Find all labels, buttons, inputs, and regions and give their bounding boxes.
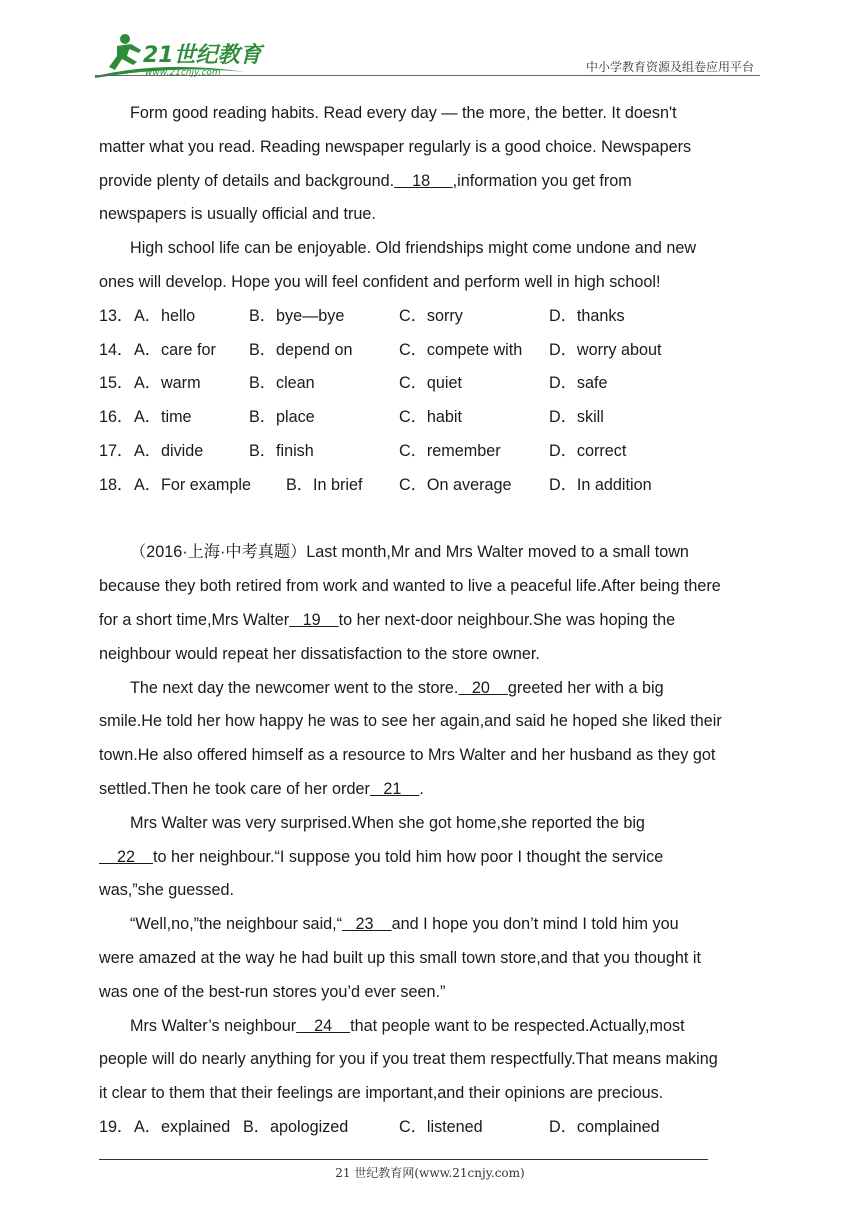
passage2-line-13: were amazed at the way he had built up this small town store,and that you thought it	[99, 948, 701, 967]
blank-23: 23	[342, 915, 392, 934]
option-d[interactable]: D．complained	[549, 1117, 660, 1136]
option-d[interactable]: D．correct	[549, 441, 627, 460]
blank-19: 19	[289, 610, 339, 629]
option-a[interactable]: A．care for	[134, 340, 216, 359]
site-logo[interactable]	[95, 32, 270, 80]
question-number: 14．	[99, 340, 134, 359]
option-d[interactable]: D．worry about	[549, 340, 662, 359]
passage1-line-6: ones will develop. Hope you will feel confident and perform well in high school!	[99, 272, 661, 291]
header-divider	[95, 75, 760, 76]
option-a[interactable]: A．explained	[134, 1117, 231, 1136]
passage1-line-1: Form good reading habits. Read every day — the more, the better. It doesn't	[130, 104, 677, 122]
platform-title: 中小学教育资源及组卷应用平台	[585, 60, 754, 74]
passage1-line-5: High school life can be enjoyable. Old friendships might come undone and new	[130, 239, 697, 258]
passage2-line-5: The next day the newcomer went to the store. 20 greeted her with a big	[130, 678, 664, 697]
option-b[interactable]: B．In brief	[286, 475, 363, 494]
passage2-line-15: Mrs Walter’s neighbour 24 that people want to be respected.Actually,most	[130, 1016, 685, 1035]
passage2-line-9: Mrs Walter was very surprised.When she got home,she reported the big	[130, 813, 645, 832]
question-15	[99, 367, 764, 401]
option-b[interactable]: B．finish	[249, 441, 314, 460]
blank-22: 22	[99, 847, 153, 866]
option-d[interactable]: D．safe	[549, 374, 608, 393]
blank-24: 24	[296, 1016, 351, 1035]
footer-divider	[99, 1159, 708, 1160]
option-c[interactable]: C．remember	[399, 441, 501, 460]
passage2-line-12: “Well,no,”the neighbour said,“ 23 and I hope you don’t mind I told him you	[130, 915, 679, 934]
passage2-line-11: was,”she guessed.	[99, 881, 234, 900]
question-number: 18．	[99, 475, 134, 494]
question-18	[99, 469, 764, 503]
passage1-line-4: newspapers is usually official and true.	[99, 205, 376, 224]
passage2-line-4: neighbour would repeat her dissatisfaction to the store owner.	[99, 644, 540, 663]
option-c[interactable]: C．listened	[399, 1117, 483, 1136]
question-number: 16．	[99, 408, 134, 427]
blank-21: 21	[369, 779, 420, 798]
option-b[interactable]: B．apologized	[243, 1117, 349, 1136]
option-c[interactable]: C．sorry	[399, 306, 463, 325]
passage1-line-2: matter what you read. Reading newspaper regularly is a good choice. Newspapers	[99, 137, 692, 156]
option-a[interactable]: A．hello	[134, 306, 196, 325]
option-b[interactable]: B．bye—bye	[249, 306, 345, 325]
passage1-line-3: provide plenty of details and background. 18 ,information you get from	[99, 171, 632, 190]
question-number: 19．	[99, 1117, 134, 1136]
option-b[interactable]: B．depend on	[249, 340, 353, 359]
passage2-line-17: it clear to them that their feelings are important,and their opinions are precious.	[99, 1084, 664, 1103]
passage2-line-3: for a short time,Mrs Walter 19 to her next-door neighbour.She was hoping the	[99, 610, 676, 629]
option-d[interactable]: D．In addition	[549, 475, 652, 494]
option-d[interactable]: D．skill	[549, 408, 604, 427]
option-a[interactable]: A．For example	[134, 475, 251, 494]
passage2-line-16: people will do nearly anything for you if you treat them respectfully.That means making	[99, 1050, 718, 1069]
question-number: 13．	[99, 306, 134, 325]
option-c[interactable]: C．On average	[399, 475, 512, 494]
logo-main-text: 21世纪教育	[143, 43, 262, 68]
question-14	[99, 334, 764, 368]
option-d[interactable]: D．thanks	[549, 306, 625, 325]
option-c[interactable]: C．habit	[399, 408, 462, 427]
option-b[interactable]: B．place	[249, 408, 315, 427]
option-a[interactable]: A．warm	[134, 374, 201, 393]
passage2-line-1: （2016·上海·中考真题）Last month,Mr and Mrs Walter moved to a small town	[130, 543, 689, 562]
spacer	[99, 503, 764, 537]
passage2-line-8: settled.Then he took care of her order 21 .	[99, 779, 424, 798]
question-19	[99, 1111, 764, 1145]
logo-url-text: www.21cnjy.com	[145, 68, 221, 78]
option-b[interactable]: B．clean	[249, 374, 315, 393]
question-17	[99, 435, 764, 469]
footer-text[interactable]: 21 世纪教育网(www.21cnjy.com)	[335, 1166, 525, 1180]
blank-18: 18	[394, 171, 453, 190]
runner-logo-icon	[95, 32, 270, 80]
passage2-line-2: because they both retired from work and wanted to live a peaceful life.After being there	[99, 577, 721, 596]
option-a[interactable]: A．divide	[134, 441, 204, 460]
blank-20: 20	[458, 678, 508, 697]
question-16	[99, 401, 764, 435]
option-c[interactable]: C．compete with	[399, 340, 523, 359]
passage2-line-6: smile.He told her how happy he was to see her again,and said he hoped she liked their	[99, 712, 722, 731]
option-c[interactable]: C．quiet	[399, 374, 462, 393]
option-a[interactable]: A．time	[134, 408, 192, 427]
passage2-line-10: 22 to her neighbour.“I suppose you told him how poor I thought the service	[99, 847, 664, 866]
document-body	[99, 97, 764, 1145]
passage2-line-7: town.He also offered himself as a resource to Mrs Walter and her husband as they got	[99, 746, 716, 765]
question-number: 15．	[99, 374, 134, 393]
question-13	[99, 300, 764, 334]
page-header	[0, 0, 860, 80]
question-number: 17．	[99, 441, 134, 460]
passage2-line-14: was one of the best-run stores you’d ever seen.”	[99, 982, 446, 1001]
